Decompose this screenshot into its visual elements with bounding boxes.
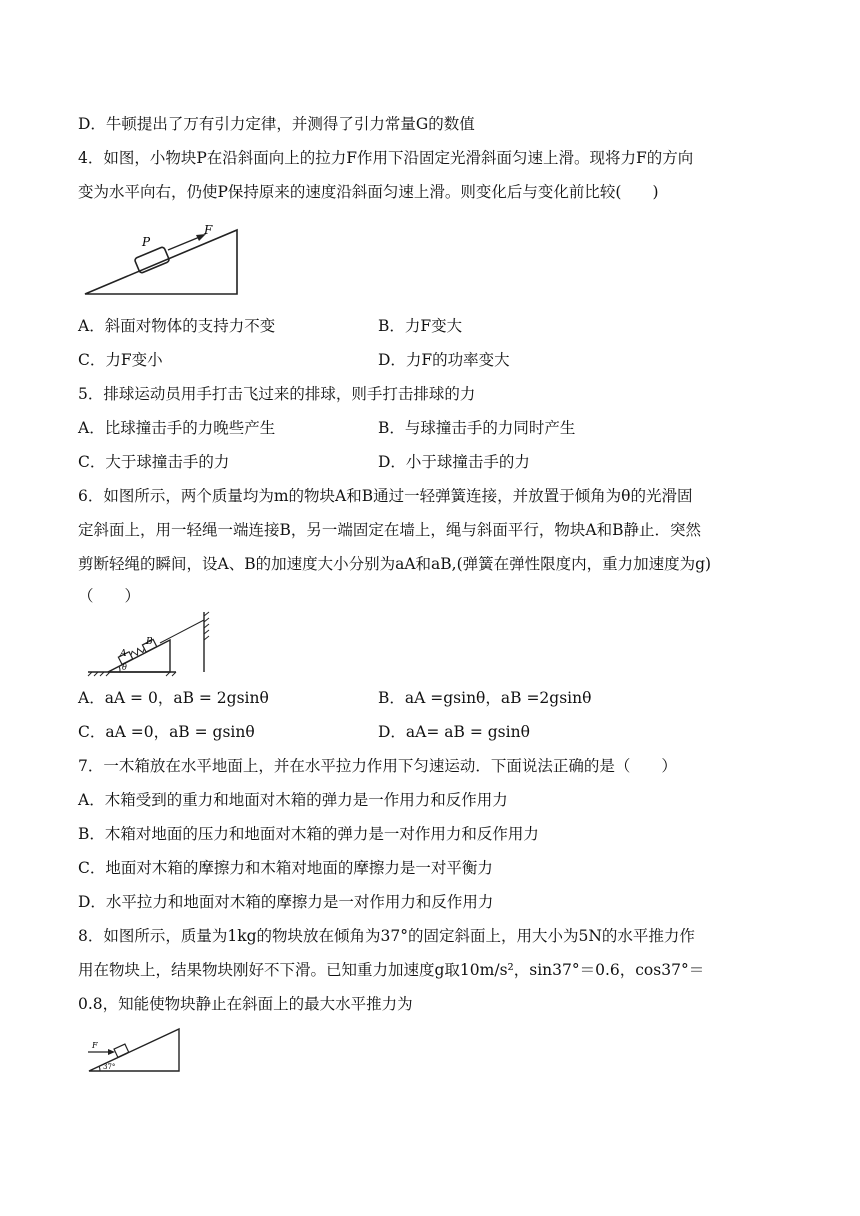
q4-stem-line1: 4．如图，小物块P在沿斜面向上的拉力F作用下沿固定光滑斜面匀速上滑。现将力F的方向 [78,149,694,167]
q8-stem-line2: 用在物块上，结果物块刚好不下滑。已知重力加速度g取10m/s²，sin37°＝0.6，cos37°＝ [78,961,705,979]
q4-fig-label-p: P [142,235,151,249]
q6-fig-label-a: A [120,649,127,659]
q6-stem-line2: 定斜面上，用一轻绳一端连接B，另一端固定在墙上，绳与斜面平行，物块A和B静止．突然 [78,521,701,539]
q7-stem: 7．一木箱放在水平地面上，并在水平拉力作用下匀速运动．下面说法正确的是（ ） [78,757,677,775]
q4-stem-line2: 变为水平向右，仍使P保持原来的速度沿斜面匀速上滑。则变化后与变化前比较( ) [78,183,659,201]
q3-option-d: D．牛顿提出了万有引力定律，并测得了引力常量G的数值 [78,115,475,133]
q7-option-a: A．木箱受到的重力和地面对木箱的弹力是一作用力和反作用力 [78,791,508,809]
q6-fig-label-theta: θ [122,663,127,672]
q6-fig-label-b: B [146,637,153,647]
q4-option-a: A．斜面对物体的支持力不变 [78,317,276,335]
q7-option-c: C．地面对木箱的摩擦力和木箱对地面的摩擦力是一对平衡力 [78,859,493,877]
q6-option-c: C．aA =0，aB = gsinθ [78,723,255,741]
q7-option-b: B．木箱对地面的压力和地面对木箱的弹力是一对作用力和反作用力 [78,825,539,843]
q6-option-a: A．aA = 0，aB = 2gsinθ [78,689,269,707]
q6-stem-line4: （ ） [78,587,141,605]
q8-incline-figure [86,1026,186,1076]
q5-option-d: D．小于球撞击手的力 [378,453,530,471]
q8-stem-line3: 0.8，知能使物块静止在斜面上的最大水平推力为 [78,995,413,1013]
q4-option-c: C．力F变小 [78,351,163,369]
q6-option-d: D．aA= aB = gsinθ [378,723,530,741]
q8-fig-label-f: F [92,1041,98,1050]
q8-fig-label-angle: 37° [103,1063,116,1071]
q4-incline-figure [82,222,242,298]
q6-incline-spring-figure [86,610,216,678]
q4-option-b: B．力F变大 [378,317,463,335]
q8-stem-line1: 8．如图所示，质量为1kg的物块放在倾角为37°的固定斜面上，用大小为5N的水平推力作 [78,927,695,945]
q4-fig-label-f: F [204,223,213,237]
q6-stem-line1: 6．如图所示，两个质量均为m的物块A和B通过一轻弹簧连接，并放置于倾角为θ的光滑固 [78,487,693,505]
q6-option-b: B．aA =gsinθ，aB =2gsinθ [378,689,592,707]
q6-stem-line3: 剪断轻绳的瞬间，设A、B的加速度大小分别为aA和aB,(弹簧在弹性限度内，重力加速度为g) [78,555,712,573]
q7-option-d: D．水平拉力和地面对木箱的摩擦力是一对作用力和反作用力 [78,893,494,911]
q5-option-a: A．比球撞击手的力晚些产生 [78,419,276,437]
q4-option-d: D．力F的功率变大 [378,351,510,369]
q5-stem: 5．排球运动员用手打击飞过来的排球，则手打击排球的力 [78,385,476,403]
q5-option-c: C．大于球撞击手的力 [78,453,230,471]
q5-option-b: B．与球撞击手的力同时产生 [378,419,576,437]
